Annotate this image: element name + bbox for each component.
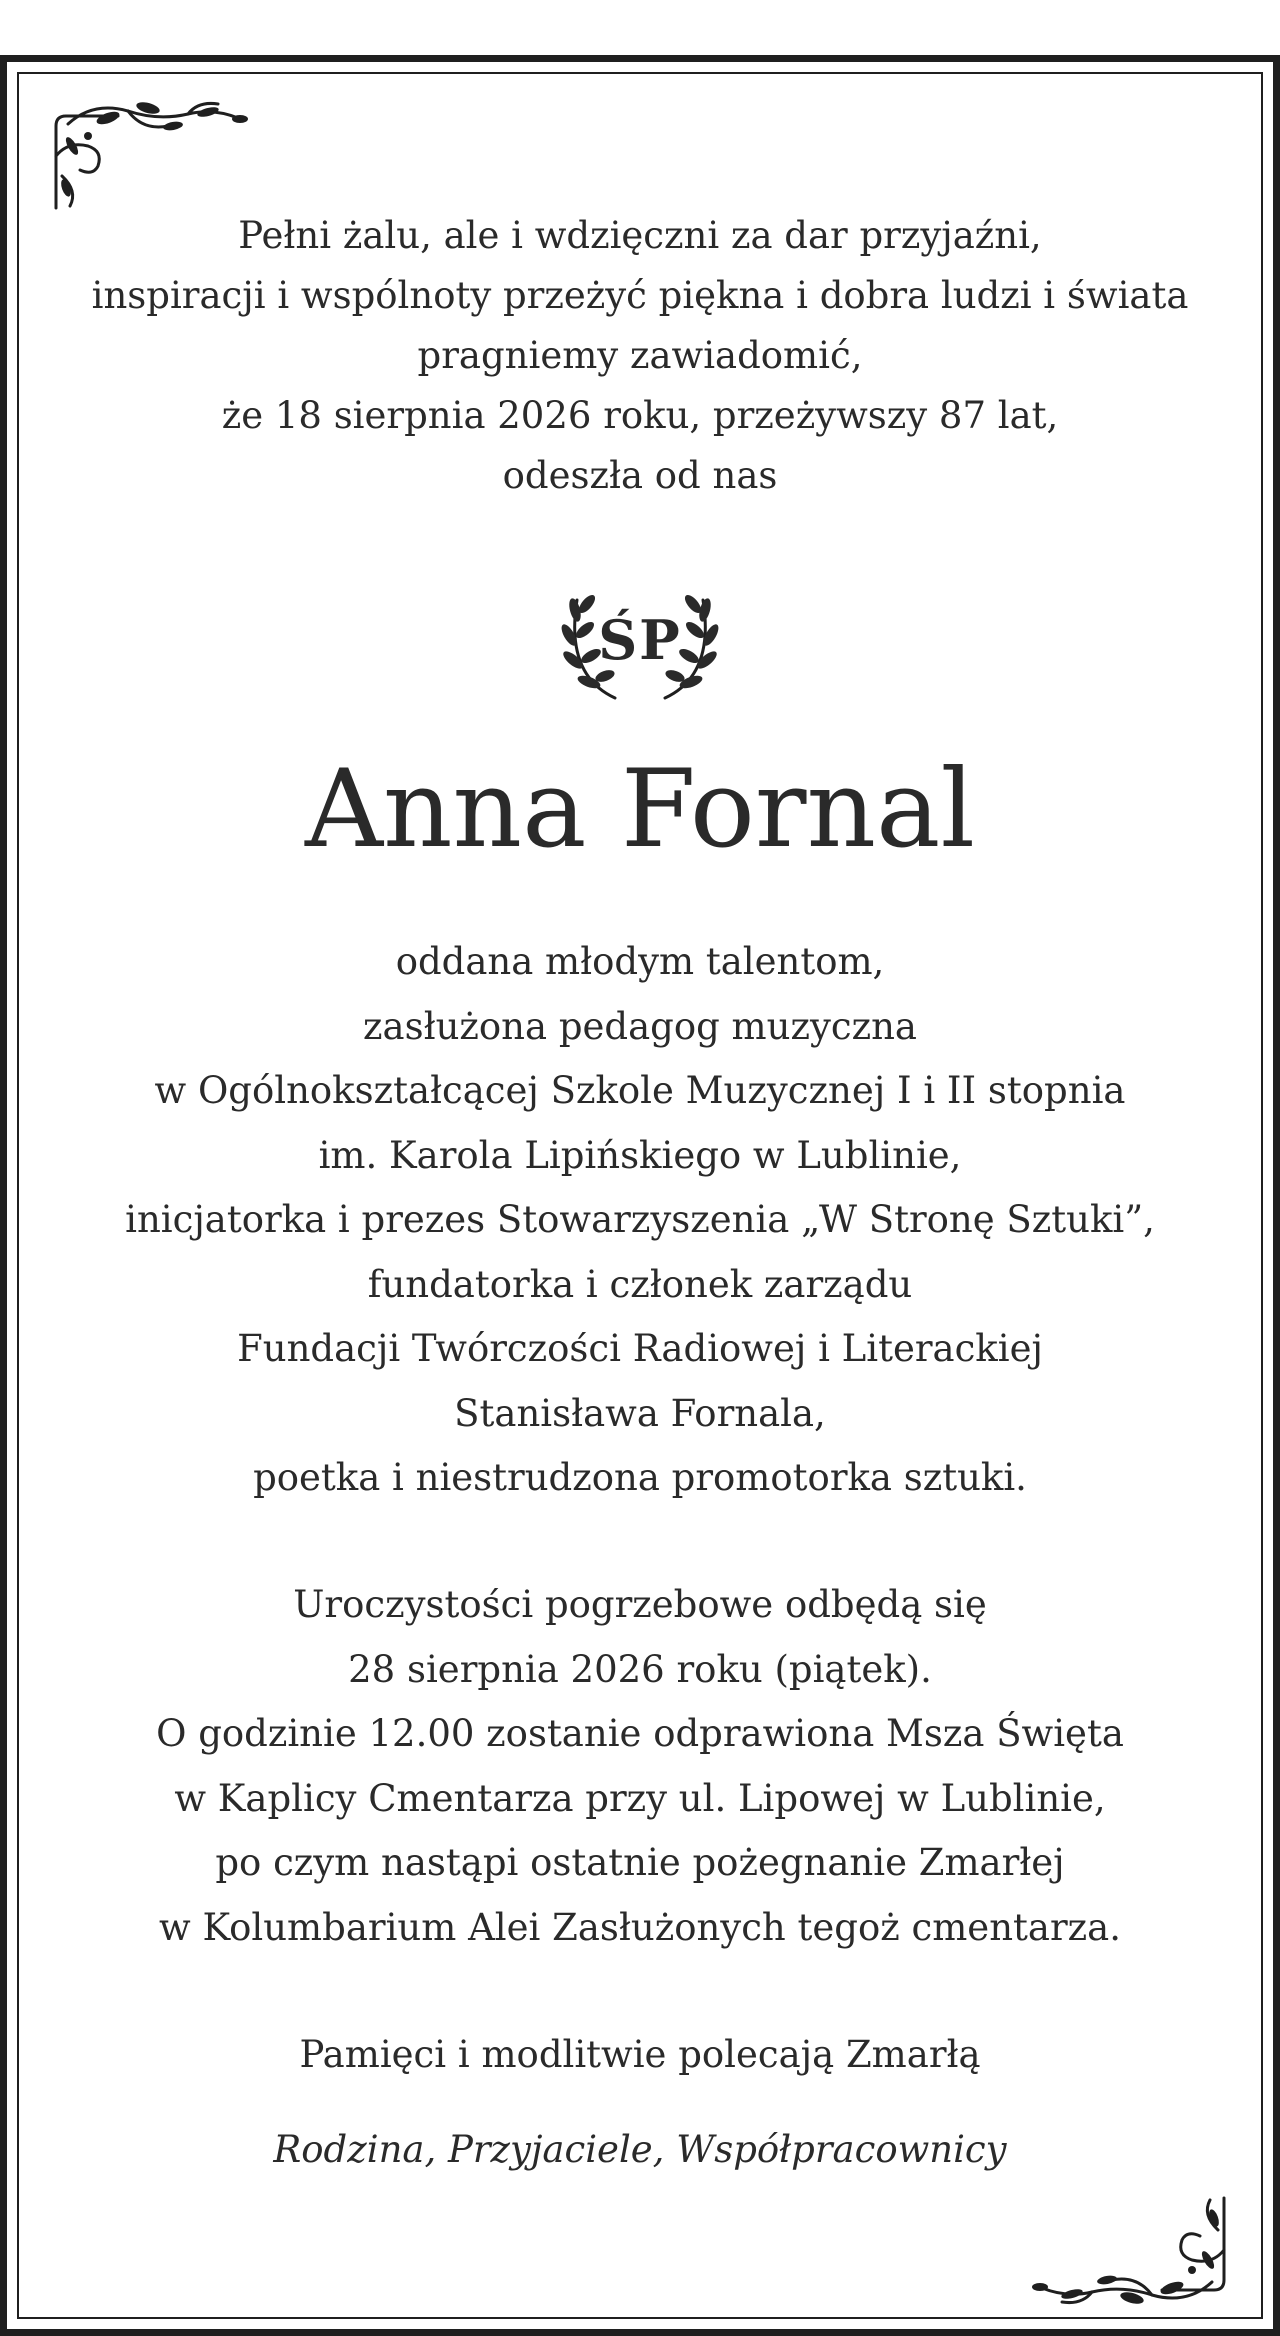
ceremony-line: Uroczystości pogrzebowe odbędą się — [293, 1583, 987, 1626]
ceremony-line: po czym nastąpi ostatnie pożegnanie Zmarłej — [215, 1841, 1065, 1884]
bio-line: oddana młodym talentom, — [395, 940, 885, 983]
bio-line: inicjatorka i prezes Stowarzyszenia „W Stronę Sztuki”, — [125, 1198, 1155, 1241]
intro-line: odeszła od nas — [502, 454, 778, 497]
bio-line: im. Karola Lipińskiego w Lublinie, — [318, 1133, 962, 1177]
bio-text — [30, 930, 1250, 1511]
bio-line: zasłużona pedagog muzyczna — [363, 1004, 917, 1048]
intro-line: inspiracji i wspólnoty przeżyć piękna i dobra ludzi i świata — [91, 274, 1189, 317]
ceremony-line: O godzinie 12.00 zostanie odprawiona Msza Święta — [156, 1712, 1124, 1755]
ceremony-line: w Kolumbarium Alei Zasłużonych tegoż cmentarza. — [159, 1905, 1121, 1949]
intro-line: Pełni żalu, ale i wdzięczni za dar przyjaźni, — [238, 214, 1042, 257]
corner-ornament-bottom-right-icon — [992, 2190, 1232, 2310]
closing-text: Pamięci i modlitwie polecają Zmarłą — [299, 2033, 981, 2076]
sp-letters: ŚP — [598, 608, 682, 672]
ceremony-line: w Kaplicy Cmentarza przy ul. Lipowej w Lublinie, — [174, 1776, 1106, 1820]
sp-emblem — [555, 580, 725, 710]
ceremony-line: 28 sierpnia 2026 roku (piątek). — [348, 1647, 932, 1691]
corner-ornament-top-left-icon — [48, 96, 288, 216]
bio-line: Fundacji Twórczości Radiowej i Literackiej — [237, 1327, 1043, 1370]
intro-line: że 18 sierpnia 2026 roku, przeżywszy 87 lat, — [221, 394, 1059, 437]
signature-text: Rodzina, Przyjaciele, Współpracownicy — [273, 2128, 1007, 2171]
ceremony-text — [30, 1573, 1250, 1960]
intro-text — [30, 206, 1250, 506]
bio-line: fundatorka i członek zarządu — [367, 1262, 913, 1306]
bio-line: poetka i niestrudzona promotorka sztuki. — [253, 1456, 1027, 1499]
bio-line: Stanisława Fornala, — [454, 1391, 826, 1435]
intro-line: pragniemy zawiadomić, — [417, 334, 863, 377]
deceased-name: Anna Fornal — [305, 747, 975, 872]
bio-line: w Ogólnokształcącej Szkole Muzycznej I i II stopnia — [154, 1069, 1126, 1112]
